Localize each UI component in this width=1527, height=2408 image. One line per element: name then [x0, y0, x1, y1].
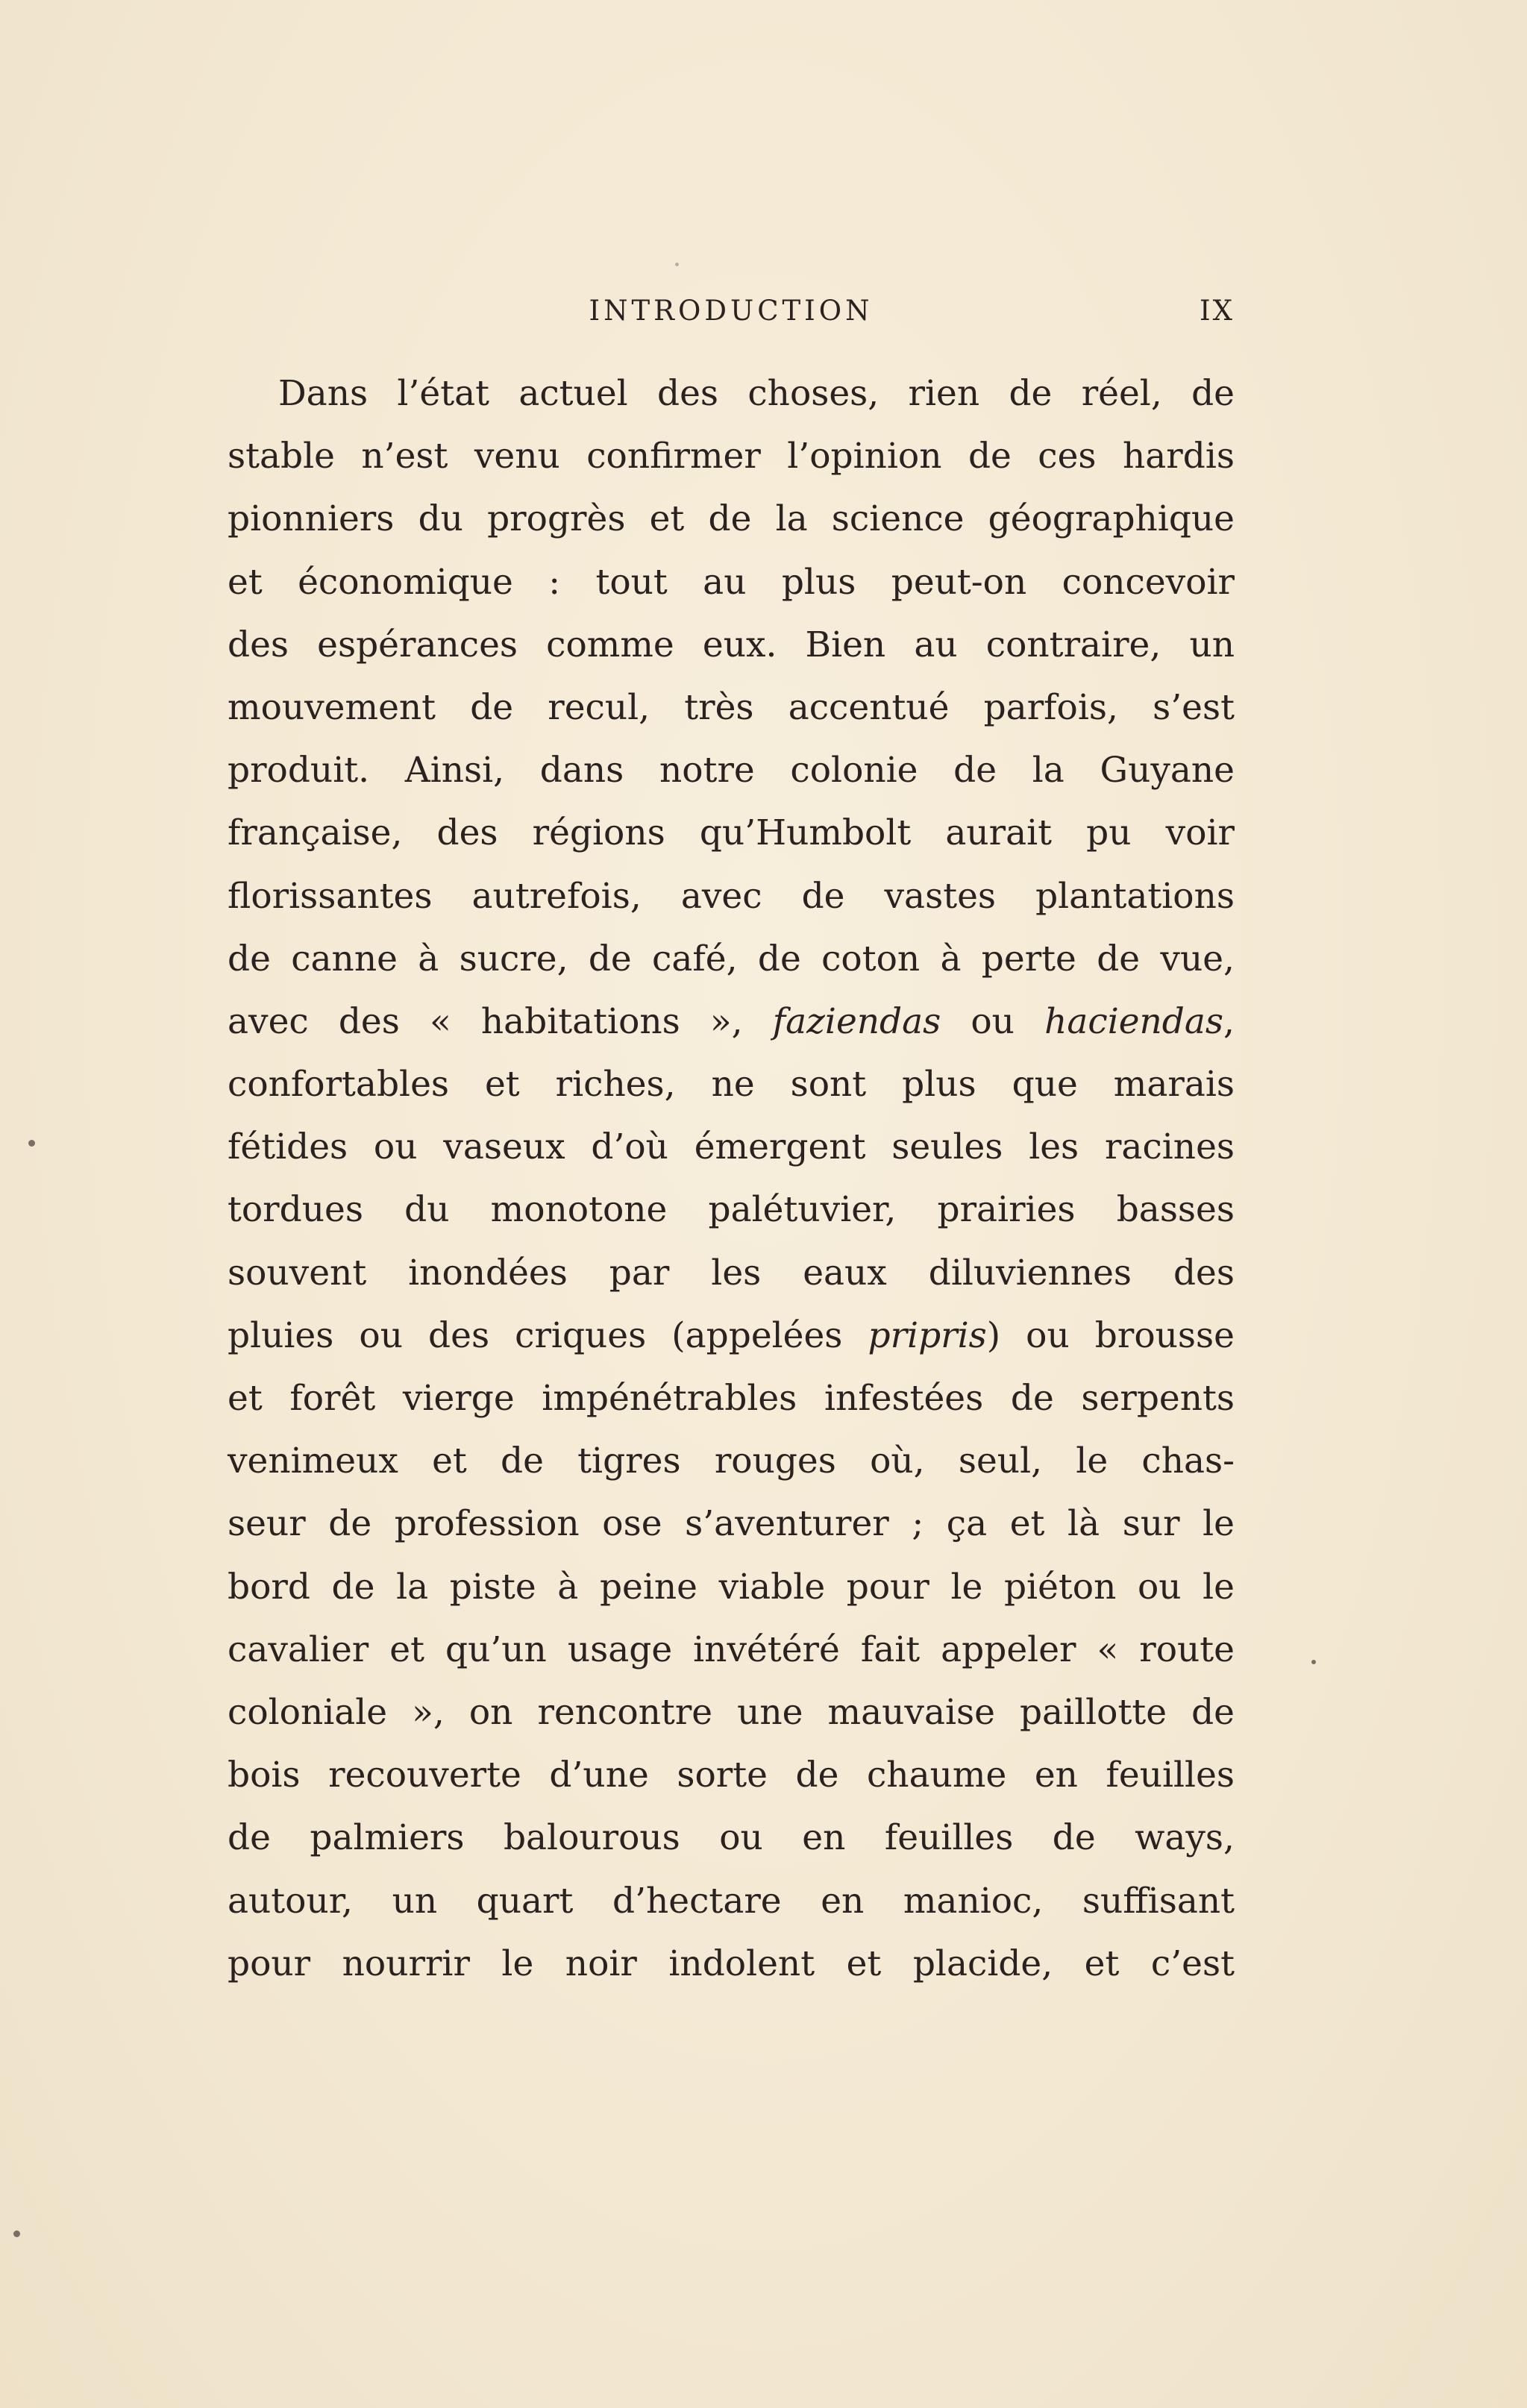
text-line: et forêt vierge impénétrables infestées de serpents — [228, 1378, 1235, 1419]
ink-speck — [28, 1140, 35, 1147]
text-line: stable n’est venu confirmer l’opinion de ces hardis — [228, 436, 1235, 477]
running-header — [228, 295, 1235, 339]
text-line: produit. Ainsi, dans notre colonie de la Guyane — [228, 750, 1235, 791]
running-title: INTRODUCTION — [589, 295, 874, 327]
text-line: tordues du monotone palétuvier, prairies basses — [228, 1189, 1235, 1231]
text-line: venimeux et de tigres rouges où, seul, le chas- — [228, 1440, 1235, 1482]
body-text — [228, 363, 1235, 1995]
text-line: française, des régions qu’Humbolt aurait pu voir — [228, 812, 1235, 854]
text-line — [228, 991, 1235, 1053]
text-line: confortables et riches, ne sont plus que marais — [228, 1064, 1235, 1106]
text-line: autour, un quart d’hectare en manioc, suffisant — [228, 1880, 1235, 1922]
text-line: de canne à sucre, de café, de coton à perte de vue, — [228, 938, 1235, 979]
italic-term-pripris: pripris — [868, 1314, 987, 1356]
text-line: bord de la piste à peine viable pour le piéton ou le — [228, 1566, 1235, 1608]
text-segment: , — [1223, 1000, 1235, 1042]
text-segment: ou — [941, 1000, 1045, 1042]
text-segment: avec des « habitations », — [228, 1000, 773, 1042]
text-line: cavalier et qu’un usage invétéré fait appeler « route — [228, 1628, 1235, 1670]
ink-speck — [675, 263, 679, 266]
text-line: bois recouverte d’une sorte de chaume en feuilles — [228, 1755, 1235, 1796]
italic-term-haciendas: haciendas — [1044, 1000, 1224, 1042]
text-line: pionniers du progrès et de la science géographique — [228, 498, 1235, 540]
text-line: pour nourrir le noir indolent et placide, et c’est — [228, 1943, 1235, 1984]
text-line: seur de profession ose s’aventurer ; ça et là sur le — [228, 1503, 1235, 1545]
text-line: de palmiers balourous ou en feuilles de ways, — [228, 1817, 1235, 1859]
italic-term-faziendas: faziendas — [772, 1000, 941, 1042]
text-line: fétides ou vaseux d’où émergent seules les racines — [228, 1126, 1235, 1168]
ink-speck — [13, 2230, 20, 2237]
text-line — [228, 1305, 1235, 1367]
text-line: Dans l’état actuel des choses, rien de réel, de — [278, 373, 1235, 414]
text-segment: ) ou brousse — [986, 1314, 1235, 1356]
text-segment: pluies ou des criques (appelées — [228, 1314, 868, 1356]
text-line: souvent inondées par les eaux diluviennes des — [228, 1252, 1235, 1294]
text-line: coloniale », on rencontre une mauvaise paillotte de — [228, 1691, 1235, 1733]
ink-speck — [1311, 1660, 1316, 1664]
text-line: mouvement de recul, très accentué parfois, s’est — [228, 686, 1235, 728]
text-line: florissantes autrefois, avec de vastes plantations — [228, 875, 1235, 917]
text-line: et économique : tout au plus peut-on concevoir — [228, 561, 1235, 603]
text-line: des espérances comme eux. Bien au contraire, un — [228, 624, 1235, 665]
page-number: IX — [1200, 295, 1235, 327]
